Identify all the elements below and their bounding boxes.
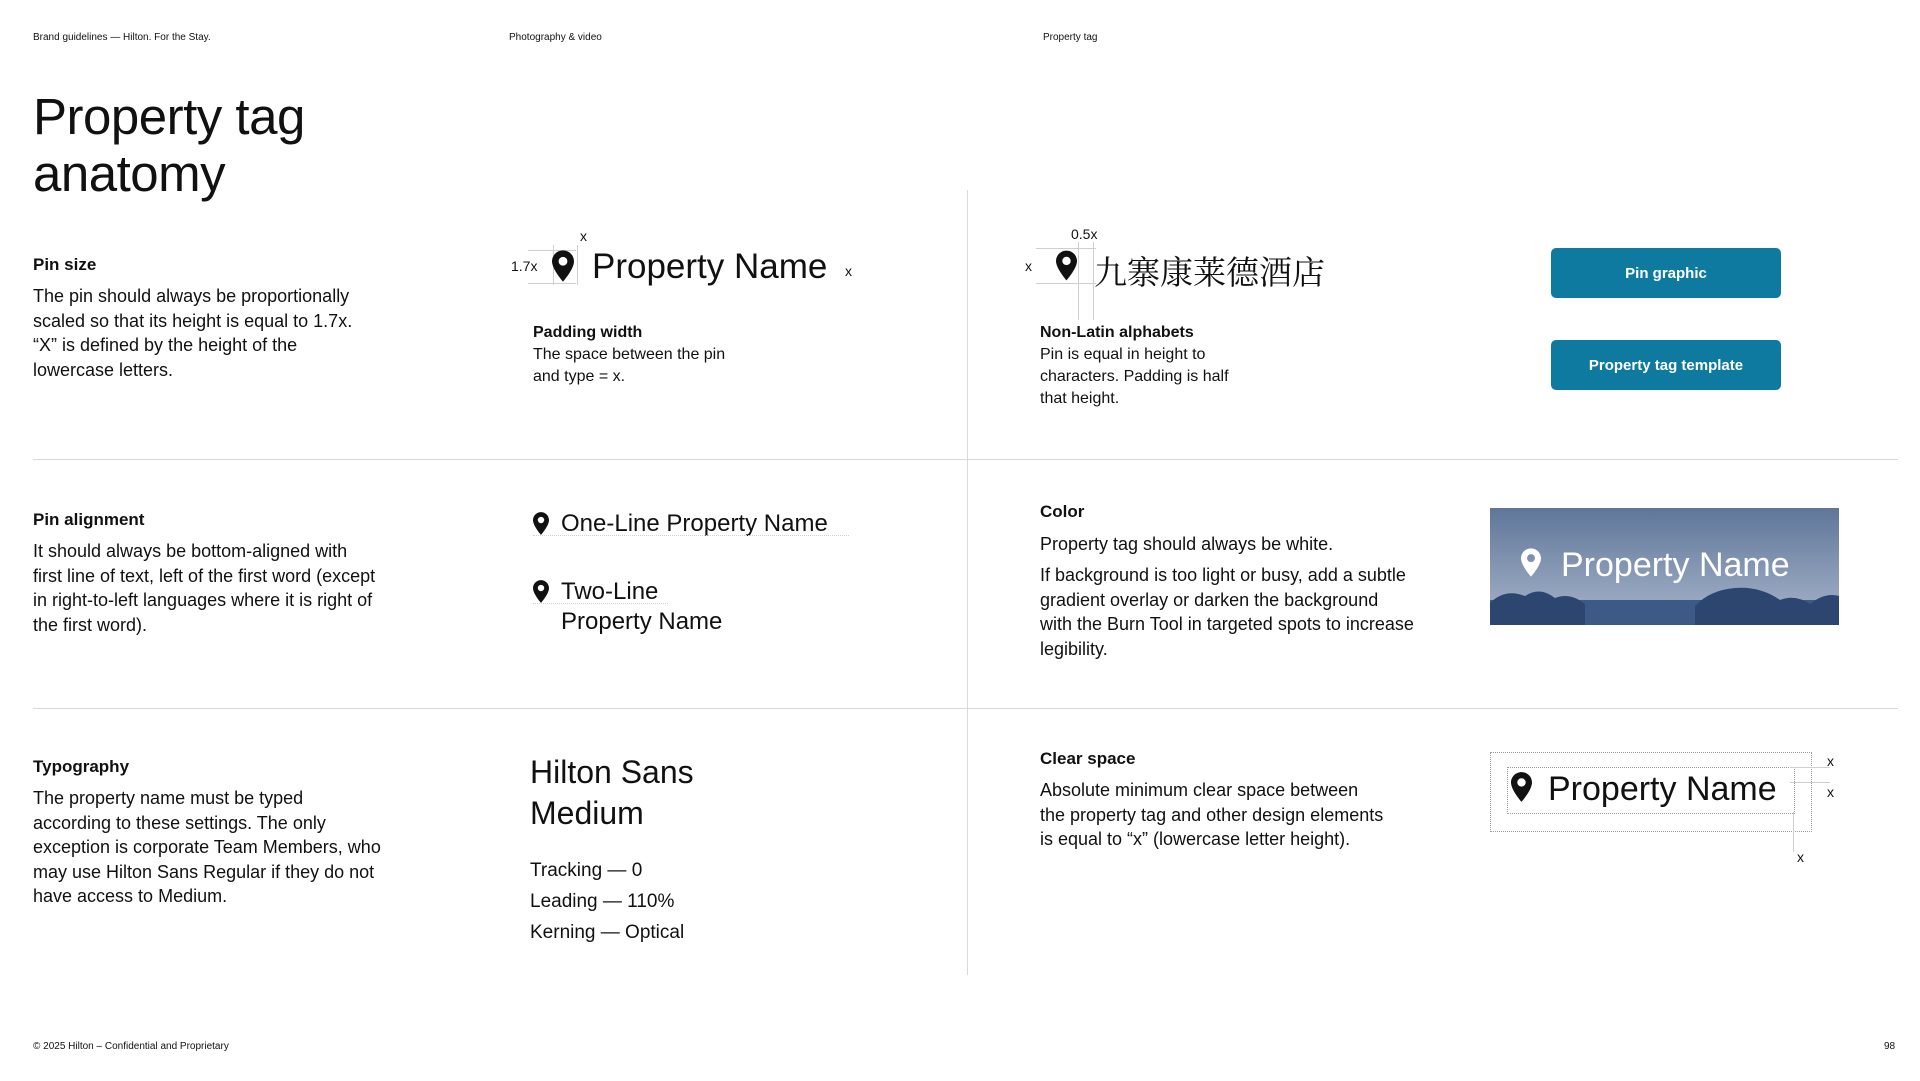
tracking-setting: Tracking — 0 — [530, 860, 643, 881]
map-pin-icon — [552, 250, 574, 282]
baseline-guide — [533, 535, 849, 536]
pin-alignment-body: It should always be bottom-aligned with first line of text, left of the first word (except in right-to-left languages where it is right of the first word). — [33, 541, 376, 635]
clear-space-label-x-1: x — [1827, 753, 1834, 769]
column-divider — [967, 190, 968, 975]
typography-body: The property name must be typed according to these settings. The only exception is corporate Team Members, who may use Hilton Sans Regular if they do not have access to Medium. — [33, 788, 381, 906]
guide-line — [528, 283, 576, 284]
two-line-property-name-2: Property Name — [561, 608, 723, 635]
padding-body: The space between the pin and type = x. — [533, 346, 726, 385]
pin-graphic-button[interactable]: Pin graphic — [1551, 248, 1781, 298]
pin-alignment-heading: Pin alignment — [33, 510, 145, 529]
non-latin-heading: Non-Latin alphabets — [1040, 324, 1194, 341]
color-heading: Color — [1040, 502, 1085, 521]
footer-copyright: © 2025 Hilton – Confidential and Proprietary — [33, 1041, 229, 1052]
guide-line — [1078, 242, 1079, 320]
pin-size-heading: Pin size — [33, 255, 97, 274]
guide-line — [1790, 782, 1830, 783]
header-topic: Property tag — [1043, 32, 1098, 43]
pin-size-body: The pin should always be proportionally scaled so that its height is equal to 1.7x. “X” is defined by the height of the lowercase letters. — [33, 286, 353, 380]
row-divider-2 — [33, 708, 1898, 709]
label-0-5x: 0.5x — [1071, 226, 1098, 242]
label-x-right: x — [845, 263, 852, 279]
guide-line — [1036, 283, 1096, 284]
padding-heading: Padding width — [533, 324, 643, 341]
color-sample-image — [1490, 508, 1839, 625]
leading-setting: Leading — 110% — [530, 891, 675, 912]
guide-line — [1036, 248, 1096, 249]
guide-line — [1790, 767, 1830, 768]
font-name: Hilton Sans Medium — [530, 754, 694, 831]
color-body-1: Property tag should always be white. — [1040, 534, 1334, 554]
header-brand: Brand guidelines — Hilton. For the Stay. — [33, 32, 211, 43]
guide-line — [1793, 812, 1794, 852]
clear-space-sample-name: Property Name — [1548, 770, 1777, 808]
two-line-property-name-1: Two-Line — [561, 578, 659, 605]
color-sample-name: Property Name — [1561, 546, 1790, 584]
label-1-7x: 1.7x — [511, 258, 538, 274]
map-pin-icon — [1511, 772, 1532, 802]
property-tag-template-button[interactable]: Property tag template — [1551, 340, 1781, 390]
one-line-property-name: One-Line Property Name — [561, 510, 828, 537]
page-number: 98 — [1884, 1041, 1896, 1052]
guide-line — [577, 245, 578, 285]
baseline-guide — [533, 603, 668, 604]
property-name-sample: Property Name — [592, 247, 828, 286]
non-latin-body: Pin is equal in height to characters. Padding is half that height. — [1040, 346, 1229, 407]
page-title: Property tag anatomy — [33, 88, 305, 202]
clear-space-heading: Clear space — [1040, 749, 1136, 768]
non-latin-name-sample: 九寨康莱德酒店 — [1094, 253, 1325, 292]
clear-space-body: Absolute minimum clear space between the property tag and other design elements is equal to “x” (lowercase letter height). — [1040, 780, 1384, 849]
map-pin-icon — [1056, 250, 1077, 281]
clear-space-label-x-2: x — [1827, 784, 1834, 800]
header-section: Photography & video — [509, 32, 602, 43]
typography-heading: Typography — [33, 757, 130, 776]
label-x-left: x — [1025, 258, 1032, 274]
kerning-setting: Kerning — Optical — [530, 922, 685, 943]
color-body-2: If background is too light or busy, add a subtle gradient overlay or darken the background with the Burn Tool in targeted spots to increase legibility. — [1040, 565, 1414, 659]
clear-space-label-x-3: x — [1797, 849, 1804, 865]
map-pin-icon — [533, 580, 549, 603]
row-divider-1 — [33, 459, 1898, 460]
label-x-top: x — [580, 228, 587, 244]
map-pin-icon — [1521, 548, 1541, 577]
map-pin-icon — [533, 512, 549, 535]
